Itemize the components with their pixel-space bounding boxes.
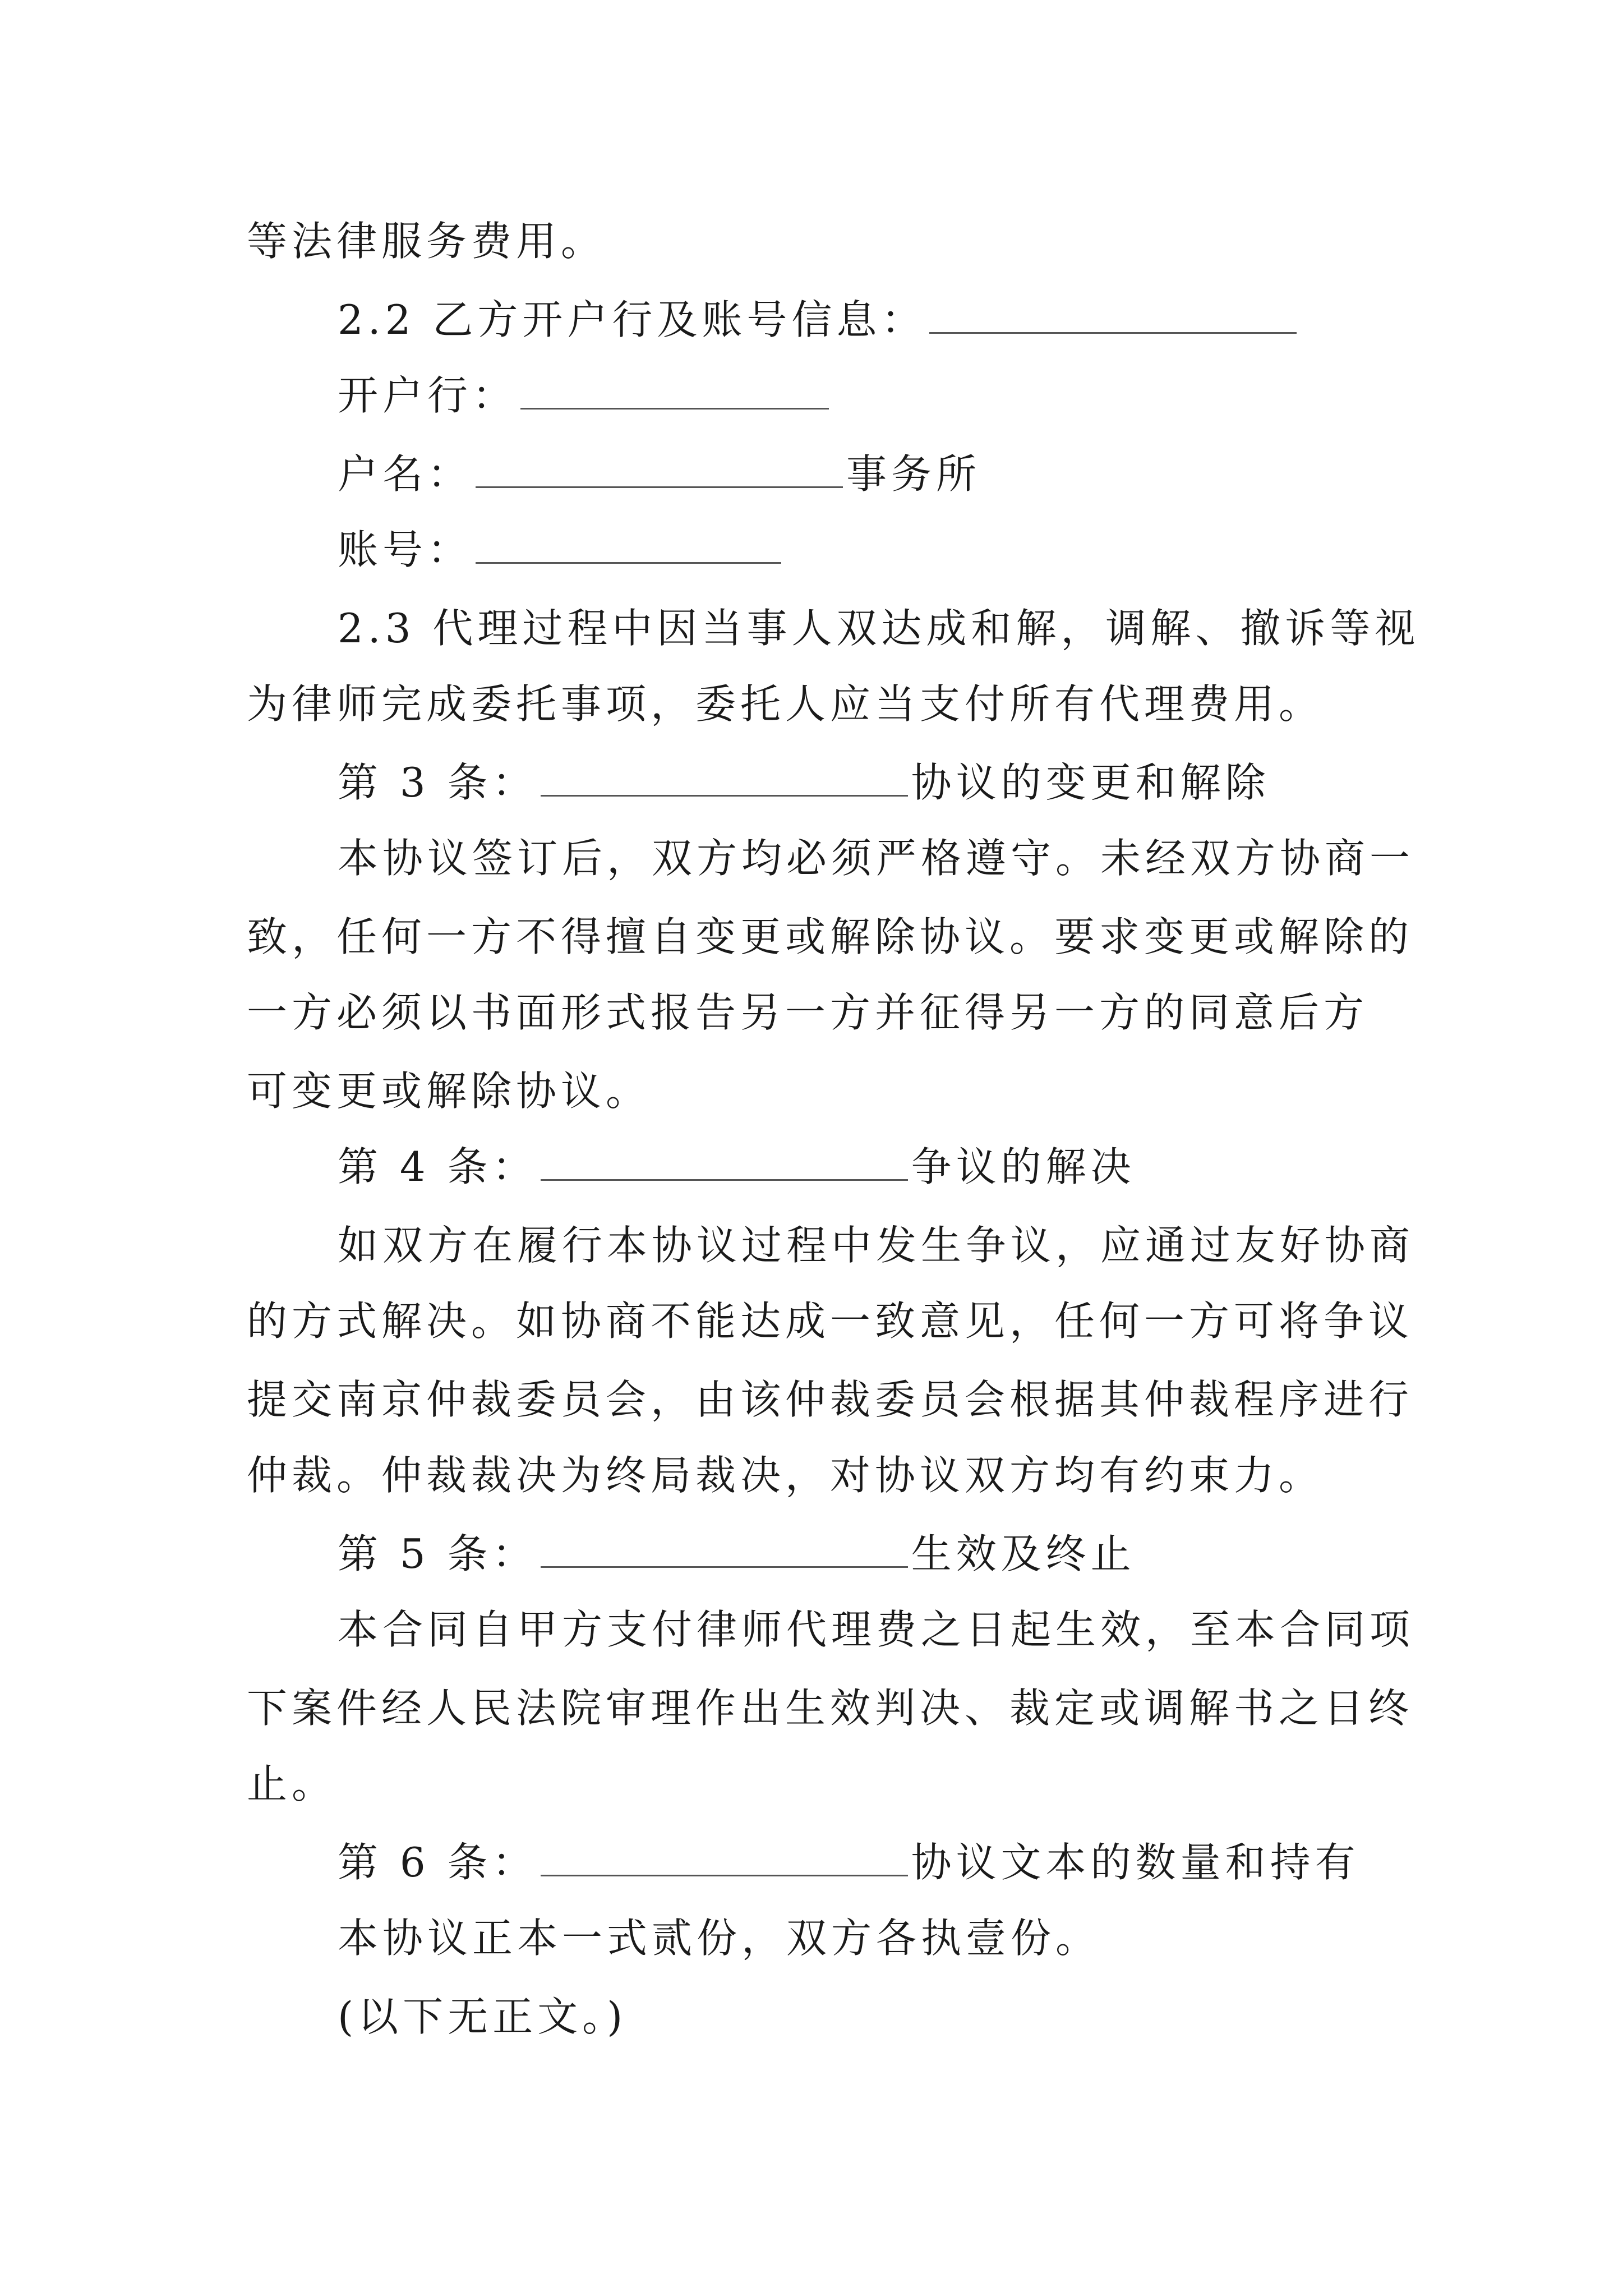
paragraph-line — [338, 830, 1414, 886]
text-span: 为律师完成委托事项，委托人应当支付所有代理费用。 — [247, 680, 1324, 728]
article-5-heading — [338, 1526, 1136, 1582]
blank-field — [476, 523, 781, 564]
text-span: 本协议正本一式贰份，双方各执壹份。 — [338, 1915, 1101, 1962]
text-span: 2.3 代理过程中因当事人双达成和解，调解、撤诉等视 — [338, 605, 1420, 652]
paragraph-line — [247, 984, 1368, 1041]
text-span: 本合同自甲方支付律师代理费之日起生效，至本合同项 — [338, 1606, 1415, 1653]
paragraph-line — [247, 1680, 1413, 1736]
paragraph-line — [338, 1602, 1414, 1658]
text-span: 仲裁。仲裁裁决为终局裁决，对协议双方均有约束力。 — [247, 1452, 1324, 1499]
end-note — [338, 1989, 627, 2045]
text-span: 生效及终止 — [911, 1530, 1136, 1577]
blank-field — [541, 1140, 908, 1181]
text-span: 一方必须以书面形式报告另一方并征得另一方的同意后方 — [247, 989, 1369, 1036]
paragraph-line — [338, 1910, 1100, 1966]
paragraph-line — [247, 1447, 1324, 1503]
article-4-heading — [338, 1139, 1136, 1195]
text-span: 第 5 条： — [338, 1530, 537, 1577]
paragraph-line — [247, 1756, 336, 1812]
text-span: 争议的解决 — [911, 1143, 1136, 1190]
bank-info-heading — [338, 292, 1300, 348]
paragraph-line — [338, 1217, 1414, 1273]
text-span: 2.2 乙方开户行及账号信息： — [338, 296, 926, 343]
text-span: 可变更或解除协议。 — [247, 1068, 651, 1115]
blank-field — [541, 756, 908, 797]
paragraph-line — [338, 600, 1419, 656]
account-name-line — [338, 446, 981, 502]
blank-field — [520, 369, 829, 409]
text-span: 协议文本的数量和持有 — [911, 1839, 1360, 1886]
blank-field — [476, 447, 843, 488]
text-span: 提交南京仲裁委员会，由该仲裁委员会根据其仲裁程序进行 — [247, 1376, 1414, 1423]
bank-name-line — [338, 367, 832, 424]
text-span: 账号： — [338, 526, 473, 573]
text-span: (以下无正文。) — [338, 1993, 628, 2040]
text-span: 开户行： — [338, 372, 518, 419]
text-span: 等法律服务费用。 — [247, 218, 606, 265]
paragraph-line — [247, 909, 1413, 965]
text-span: 协议的变更和解除 — [911, 759, 1270, 806]
text-span: 的方式解决。如协商不能达成一致意见，任何一方可将争议 — [247, 1297, 1414, 1345]
paragraph-line — [247, 1063, 651, 1119]
paragraph-line — [247, 676, 1324, 732]
text-span: 事务所 — [846, 450, 981, 498]
blank-field — [541, 1527, 908, 1568]
blank-field — [541, 1835, 908, 1876]
text-span: 户名： — [338, 450, 473, 498]
paragraph-line — [247, 213, 606, 269]
account-number-line — [338, 522, 785, 578]
blank-field — [929, 293, 1297, 334]
article-3-heading — [338, 754, 1270, 811]
article-6-heading — [338, 1834, 1360, 1890]
text-span: 第 3 条： — [338, 759, 537, 806]
text-span: 下案件经人民法院审理作出生效判决、裁定或调解书之日终 — [247, 1685, 1414, 1732]
paragraph-line — [247, 1372, 1413, 1428]
text-span: 本协议签订后，双方均必须严格遵守。未经双方协商一 — [338, 835, 1415, 882]
text-span: 第 6 条： — [338, 1839, 537, 1886]
text-span: 第 4 条： — [338, 1143, 537, 1190]
text-span: 止。 — [247, 1760, 337, 1807]
text-span: 如双方在履行本协议过程中发生争议，应通过友好协商 — [338, 1222, 1415, 1269]
text-span: 致，任何一方不得擅自变更或解除协议。要求变更或解除的 — [247, 913, 1414, 960]
paragraph-line — [247, 1293, 1413, 1349]
